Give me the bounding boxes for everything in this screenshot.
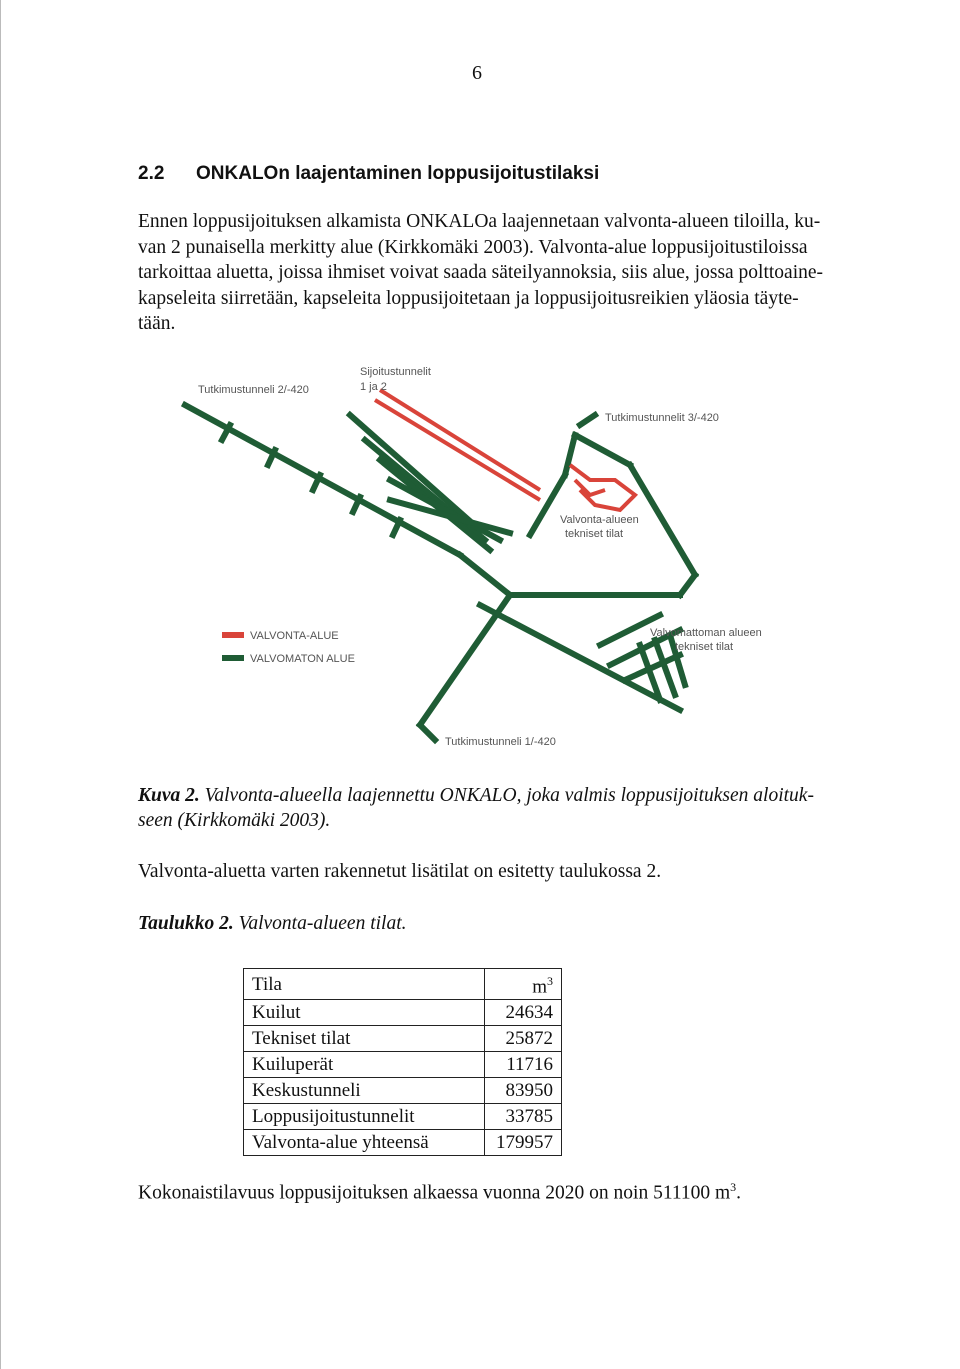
row-value: 33785 [485, 1104, 562, 1130]
closing-sentence: Kokonaistilavuus loppusijoituksen alkaessa vuonna 2020 on noin 511100 $m^3$. [138, 1180, 742, 1204]
row-name: Loppusijoitustunnelit [244, 1104, 485, 1130]
page-edge [0, 0, 1, 1369]
figure-caption [138, 783, 828, 833]
paragraph-line: van 2 punaisella merkitty alue (Kirkkomäki 2003). Valvonta-alue loppusijoitustiloissa [138, 236, 808, 258]
deposition-tunnel [350, 415, 480, 530]
header-unit: $m^3$ [485, 969, 562, 1000]
legend-label-unsupervised: VALVOMATON ALUE [250, 653, 355, 665]
page-number: 6 [472, 62, 482, 84]
row-name: Kuiluperät [244, 1052, 485, 1078]
caption-line-1: Valvonta-alueella laajennettu ONKALO, joka valmis loppusijoituksen aloituk- [204, 785, 814, 806]
label-supervised-tech-2: tekniset tilat [565, 528, 624, 540]
tunnel-end [420, 725, 435, 740]
central-tunnel [460, 555, 510, 595]
table-row [244, 1052, 562, 1078]
table-caption: Valvonta-alueen tilat. [238, 913, 407, 934]
row-value: 11716 [485, 1052, 562, 1078]
legend-swatch-supervised [222, 632, 244, 638]
paragraph-line: Ennen loppusijoituksen alkamista ONKALOa laajennetaan valvonta-alueen tiloilla, ku- [138, 211, 821, 232]
table-header-row [244, 969, 562, 1000]
caption-line-2: seen (Kirkkomäki 2003). [138, 810, 331, 831]
loop-tunnel [630, 465, 695, 575]
section-heading [138, 163, 599, 185]
row-value: 179957 [485, 1130, 562, 1156]
row-value: 24634 [485, 1000, 562, 1026]
table-row [244, 1078, 562, 1104]
row-name: Tekniset tilat [244, 1026, 485, 1052]
volume-table [243, 968, 562, 1156]
caption-label: Kuva 2. [138, 785, 200, 806]
table-row [244, 1000, 562, 1026]
table-row [244, 1026, 562, 1052]
row-value: 25872 [485, 1026, 562, 1052]
table-label: Taulukko 2. [138, 913, 234, 934]
label-tunnel-1: Tutkimustunneli 1/-420 [445, 736, 556, 748]
supervised-tech-rooms [575, 480, 605, 495]
header-name: Tila [244, 969, 485, 1000]
section-title: ONKALOn laajentaminen loppusijoitustilaksi [196, 163, 600, 184]
row-name: Keskustunneli [244, 1078, 485, 1104]
row-name: Valvonta-alue yhteensä [244, 1130, 485, 1156]
label-tunnel-2: Tutkimustunneli 2/-420 [198, 384, 309, 396]
label-unsupervised-tech: Valvomattoman alueen [650, 627, 762, 639]
label-deposition-tunnels: Sijoitustunnelit [360, 366, 431, 378]
row-name: Kuilut [244, 1000, 485, 1026]
tunnel-map-figure [180, 355, 780, 755]
label-deposition-numbers: 1 ja 2 [360, 381, 387, 393]
table-row [244, 1104, 562, 1130]
legend-label-supervised: VALVONTA-ALUE [250, 630, 339, 642]
legend-swatch-unsupervised [222, 655, 244, 661]
row-value: 83950 [485, 1078, 562, 1104]
deposition-tunnel [390, 480, 500, 540]
label-supervised-tech: Valvonta-alueen [560, 514, 639, 526]
label-tunnel-3: Tutkimustunnelit 3/-420 [605, 412, 719, 424]
loop-tunnel [530, 475, 565, 535]
paragraph-line: kapseleita siirretään, kapseleita loppusijoitetaan ja loppusijoitusreikien yläosia täyte- [138, 287, 799, 309]
table-row-total [244, 1130, 562, 1156]
unsupervised-tunnels [185, 405, 695, 740]
table-title [138, 913, 407, 935]
central-tunnel [680, 575, 695, 595]
research-tunnel-3 [580, 415, 595, 425]
paragraph-line: tarkoittaa aluetta, joissa ihmiset voivat saada säteilyannoksia, siis alue, jossa polttoaine- [138, 262, 824, 283]
table-intro: Valvonta-aluetta varten rakennetut lisätilat on esitetty taulukossa 2. [138, 861, 662, 882]
label-unsupervised-tech-2: tekniset tilat [675, 641, 734, 653]
section-number: 2.2 [138, 163, 165, 184]
paragraph-line: tään. [138, 313, 176, 334]
intro-paragraph [138, 209, 828, 337]
loop-tunnel [575, 435, 630, 465]
